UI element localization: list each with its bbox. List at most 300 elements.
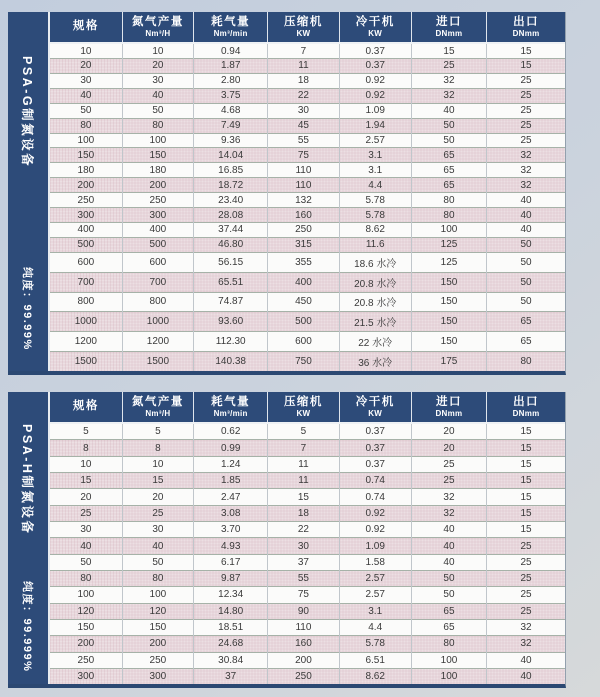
table-cell: 18: [268, 73, 339, 88]
table-cell: 55: [268, 133, 339, 148]
table-cell: 100: [50, 587, 122, 603]
col-header-air-consumption: [194, 12, 268, 43]
table-cell: 25: [487, 103, 565, 118]
table-cell: 65: [487, 332, 565, 352]
col-header-n2-output: [122, 392, 193, 423]
table-cell: 200: [122, 636, 193, 652]
table-cell: 15: [50, 473, 122, 489]
table-cell: 50: [487, 237, 565, 252]
table-cell: 32: [411, 489, 486, 505]
table-cell: 65: [411, 603, 486, 619]
table-cell: 450: [268, 292, 339, 312]
table-row: [50, 332, 565, 352]
table-cell: 0.37: [339, 43, 411, 59]
table-cell: 50: [50, 554, 122, 570]
table-cell: 7.49: [194, 118, 268, 133]
table-cell: 65: [487, 312, 565, 332]
table-cell: 55: [268, 570, 339, 586]
psa-h-spec-table: [8, 392, 566, 688]
table-cell: 160: [268, 208, 339, 223]
table-cell: 50: [411, 133, 486, 148]
table-cell: 1.85: [194, 473, 268, 489]
col-header-title: 冷干机: [355, 395, 395, 408]
table-cell: 45: [268, 118, 339, 133]
table-cell: 32: [487, 178, 565, 193]
table-cell: 40: [411, 538, 486, 554]
table-cell: 25: [487, 538, 565, 554]
table-cell: 40: [411, 103, 486, 118]
table-cell: 8: [122, 440, 193, 456]
table-cell: 250: [122, 193, 193, 208]
col-header-title: 耗气量: [211, 395, 251, 408]
table-cell: 80: [487, 352, 565, 371]
table-cell: 20: [411, 423, 486, 440]
table-cell: 14.04: [194, 148, 268, 163]
table-cell: 25: [487, 88, 565, 103]
table-cell: 150: [50, 148, 122, 163]
table-cell: 4.4: [339, 619, 411, 635]
table-cell: 600: [50, 252, 122, 272]
table-cell: 500: [122, 237, 193, 252]
table-cell: 180: [50, 163, 122, 178]
table-cell: 15: [487, 473, 565, 489]
table-cell: 250: [268, 222, 339, 237]
psa-g-sidebar: [8, 12, 50, 371]
table-cell: 15: [487, 59, 565, 74]
psa-g-spec-table: [8, 12, 566, 375]
table-cell: 100: [411, 668, 486, 684]
table-cell: 40: [487, 222, 565, 237]
table-row: [50, 103, 565, 118]
table-cell: 15: [487, 456, 565, 472]
table-cell: 37: [194, 668, 268, 684]
table-cell: 110: [268, 619, 339, 635]
table-cell: 40: [50, 88, 122, 103]
col-header-dryer: [339, 392, 411, 423]
table-cell: 125: [411, 237, 486, 252]
col-header-dryer: [339, 12, 411, 43]
psa-g-data-grid: [50, 12, 565, 371]
table-cell: 23.40: [194, 193, 268, 208]
table-cell: 30: [268, 538, 339, 554]
psa-g-table: [50, 12, 565, 371]
col-header-spec: [50, 12, 122, 43]
table-cell: 2.57: [339, 570, 411, 586]
table-row: [50, 456, 565, 472]
table-cell: 1000: [122, 312, 193, 332]
col-header-title: 出口: [513, 395, 540, 408]
table-cell: 40: [487, 208, 565, 223]
table-cell: 5.78: [339, 193, 411, 208]
table-cell: 50: [487, 292, 565, 312]
table-row: [50, 163, 565, 178]
col-header-inlet: [411, 392, 486, 423]
table-cell: 1200: [122, 332, 193, 352]
psa-g-header-row: [50, 12, 565, 43]
psa-h-data-grid: [50, 392, 565, 684]
table-cell: 20.8 水冷: [339, 272, 411, 292]
table-cell: 80: [411, 193, 486, 208]
table-cell: 800: [50, 292, 122, 312]
table-cell: 0.37: [339, 440, 411, 456]
col-header-unit: Nm³/min: [213, 408, 248, 418]
col-header-unit: DNmm: [435, 28, 463, 38]
table-row: [50, 312, 565, 332]
table-cell: 15: [487, 522, 565, 538]
table-cell: 8.62: [339, 222, 411, 237]
table-cell: 600: [122, 252, 193, 272]
table-cell: 50: [411, 118, 486, 133]
table-cell: 30.84: [194, 652, 268, 668]
table-cell: 7: [268, 43, 339, 59]
psa-h-table: [50, 392, 565, 684]
table-cell: 100: [411, 652, 486, 668]
table-cell: 0.74: [339, 489, 411, 505]
table-cell: 250: [50, 193, 122, 208]
table-cell: 400: [122, 222, 193, 237]
table-cell: 150: [411, 332, 486, 352]
table-cell: 10: [50, 43, 122, 59]
table-cell: 80: [411, 636, 486, 652]
col-header-unit: KW: [368, 28, 383, 38]
table-row: [50, 43, 565, 59]
table-cell: 0.92: [339, 73, 411, 88]
table-cell: 18.51: [194, 619, 268, 635]
table-cell: 14.80: [194, 603, 268, 619]
table-cell: 30: [268, 103, 339, 118]
col-header-spec: [50, 392, 122, 423]
table-cell: 20: [411, 440, 486, 456]
sidebar-purity-label: 纯度：99.99%: [21, 267, 33, 351]
table-cell: 40: [122, 538, 193, 554]
table-row: [50, 252, 565, 272]
table-row: [50, 522, 565, 538]
table-row: [50, 603, 565, 619]
table-cell: 1200: [50, 332, 122, 352]
table-cell: 4.4: [339, 178, 411, 193]
table-cell: 600: [268, 332, 339, 352]
table-cell: 40: [487, 668, 565, 684]
table-cell: 150: [122, 148, 193, 163]
table-cell: 30: [50, 73, 122, 88]
table-cell: 30: [122, 73, 193, 88]
table-row: [50, 133, 565, 148]
table-row: [50, 473, 565, 489]
table-cell: 50: [487, 272, 565, 292]
table-cell: 500: [50, 237, 122, 252]
table-cell: 0.74: [339, 473, 411, 489]
table-row: [50, 587, 565, 603]
table-cell: 10: [122, 43, 193, 59]
table-cell: 150: [411, 292, 486, 312]
table-cell: 4.93: [194, 538, 268, 554]
table-cell: 150: [411, 312, 486, 332]
table-cell: 25: [411, 59, 486, 74]
table-cell: 160: [268, 636, 339, 652]
table-cell: 90: [268, 603, 339, 619]
table-cell: 300: [122, 208, 193, 223]
table-cell: 7: [268, 440, 339, 456]
table-cell: 25: [487, 587, 565, 603]
table-cell: 25: [122, 505, 193, 521]
table-row: [50, 222, 565, 237]
table-cell: 32: [411, 88, 486, 103]
col-header-title: 冷干机: [355, 15, 395, 28]
table-cell: 1.87: [194, 59, 268, 74]
table-row: [50, 352, 565, 371]
table-cell: 18: [268, 505, 339, 521]
table-cell: 28.08: [194, 208, 268, 223]
table-cell: 200: [50, 178, 122, 193]
table-cell: 1.58: [339, 554, 411, 570]
table-cell: 400: [50, 222, 122, 237]
table-cell: 10: [50, 456, 122, 472]
table-cell: 15: [487, 440, 565, 456]
table-cell: 3.70: [194, 522, 268, 538]
table-cell: 100: [122, 587, 193, 603]
table-cell: 200: [268, 652, 339, 668]
col-header-unit: KW: [296, 408, 311, 418]
table-cell: 5: [50, 423, 122, 440]
col-header-air-consumption: [194, 392, 268, 423]
table-row: [50, 118, 565, 133]
col-header-unit: DNmm: [512, 28, 540, 38]
table-cell: 0.94: [194, 43, 268, 59]
table-cell: 1.94: [339, 118, 411, 133]
col-header-inlet: [411, 12, 486, 43]
table-cell: 6.51: [339, 652, 411, 668]
psa-h-table-body: [50, 423, 565, 684]
table-cell: 25: [487, 554, 565, 570]
table-row: [50, 423, 565, 440]
col-header-unit: DNmm: [512, 408, 540, 418]
table-cell: 3.75: [194, 88, 268, 103]
table-row: [50, 208, 565, 223]
table-row: [50, 178, 565, 193]
table-cell: 36 水冷: [339, 352, 411, 371]
table-cell: 1000: [50, 312, 122, 332]
table-cell: 11.6: [339, 237, 411, 252]
table-row: [50, 440, 565, 456]
table-cell: 2.47: [194, 489, 268, 505]
table-cell: 2.57: [339, 587, 411, 603]
table-cell: 120: [50, 603, 122, 619]
table-cell: 25: [487, 570, 565, 586]
table-cell: 15: [122, 473, 193, 489]
table-cell: 12.34: [194, 587, 268, 603]
col-header-title: 压缩机: [283, 15, 323, 28]
table-cell: 15: [411, 43, 486, 59]
table-row: [50, 59, 565, 74]
table-cell: 750: [268, 352, 339, 371]
table-cell: 32: [411, 505, 486, 521]
table-cell: 25: [487, 603, 565, 619]
table-cell: 250: [50, 652, 122, 668]
table-cell: 32: [487, 619, 565, 635]
table-cell: 25: [487, 73, 565, 88]
table-cell: 40: [122, 88, 193, 103]
table-cell: 25: [411, 473, 486, 489]
table-cell: 300: [50, 668, 122, 684]
table-cell: 0.92: [339, 522, 411, 538]
col-header-title: 压缩机: [283, 395, 323, 408]
table-cell: 140.38: [194, 352, 268, 371]
table-cell: 125: [411, 252, 486, 272]
table-cell: 21.5 水冷: [339, 312, 411, 332]
table-cell: 11: [268, 473, 339, 489]
table-cell: 75: [268, 587, 339, 603]
table-cell: 700: [122, 272, 193, 292]
table-cell: 150: [50, 619, 122, 635]
table-cell: 0.62: [194, 423, 268, 440]
col-header-title: 耗气量: [211, 15, 251, 28]
col-header-unit: KW: [296, 28, 311, 38]
table-cell: 8.62: [339, 668, 411, 684]
table-cell: 22: [268, 88, 339, 103]
table-cell: 50: [487, 252, 565, 272]
table-cell: 75: [268, 148, 339, 163]
table-cell: 0.92: [339, 88, 411, 103]
table-cell: 15: [487, 423, 565, 440]
table-row: [50, 652, 565, 668]
psa-h-sidebar: [8, 392, 50, 684]
table-cell: 11: [268, 59, 339, 74]
table-row: [50, 554, 565, 570]
table-cell: 74.87: [194, 292, 268, 312]
table-cell: 80: [50, 118, 122, 133]
col-header-n2-output: [122, 12, 193, 43]
table-cell: 110: [268, 178, 339, 193]
table-cell: 250: [268, 668, 339, 684]
table-cell: 37.44: [194, 222, 268, 237]
table-row: [50, 73, 565, 88]
table-cell: 18.72: [194, 178, 268, 193]
table-cell: 250: [122, 652, 193, 668]
table-cell: 800: [122, 292, 193, 312]
table-cell: 400: [268, 272, 339, 292]
table-cell: 50: [122, 554, 193, 570]
table-cell: 200: [122, 178, 193, 193]
table-cell: 32: [487, 636, 565, 652]
table-cell: 100: [122, 133, 193, 148]
col-header-unit: Nm³/H: [145, 408, 171, 418]
table-cell: 20: [122, 489, 193, 505]
table-cell: 1.09: [339, 538, 411, 554]
table-cell: 80: [122, 118, 193, 133]
table-cell: 25: [487, 118, 565, 133]
table-cell: 40: [487, 652, 565, 668]
table-cell: 300: [122, 668, 193, 684]
table-cell: 4.68: [194, 103, 268, 118]
table-cell: 15: [487, 505, 565, 521]
table-row: [50, 619, 565, 635]
table-cell: 3.1: [339, 148, 411, 163]
table-cell: 180: [122, 163, 193, 178]
table-cell: 32: [487, 148, 565, 163]
col-header-title: 规格: [72, 400, 99, 413]
table-cell: 20.8 水冷: [339, 292, 411, 312]
col-header-compressor: [268, 12, 339, 43]
table-row: [50, 538, 565, 554]
table-cell: 25: [50, 505, 122, 521]
table-row: [50, 292, 565, 312]
col-header-title: 进口: [435, 395, 462, 408]
table-cell: 5.78: [339, 208, 411, 223]
table-cell: 40: [50, 538, 122, 554]
table-cell: 20: [122, 59, 193, 74]
table-cell: 10: [122, 456, 193, 472]
psa-h-header-row: [50, 392, 565, 423]
col-header-outlet: [487, 392, 565, 423]
table-cell: 25: [487, 133, 565, 148]
table-cell: 3.1: [339, 163, 411, 178]
table-cell: 500: [268, 312, 339, 332]
table-row: [50, 272, 565, 292]
table-cell: 6.17: [194, 554, 268, 570]
table-cell: 20: [50, 489, 122, 505]
table-cell: 3.08: [194, 505, 268, 521]
table-cell: 50: [411, 570, 486, 586]
table-cell: 100: [50, 133, 122, 148]
table-cell: 40: [487, 193, 565, 208]
table-cell: 40: [411, 554, 486, 570]
table-cell: 112.30: [194, 332, 268, 352]
table-cell: 150: [411, 272, 486, 292]
table-cell: 32: [487, 163, 565, 178]
col-header-title: 规格: [72, 20, 99, 33]
table-cell: 18.6 水冷: [339, 252, 411, 272]
table-cell: 110: [268, 163, 339, 178]
table-cell: 1.24: [194, 456, 268, 472]
col-header-title: 氮气产量: [131, 395, 184, 408]
table-cell: 30: [50, 522, 122, 538]
table-row: [50, 148, 565, 163]
table-cell: 355: [268, 252, 339, 272]
table-cell: 3.1: [339, 603, 411, 619]
col-header-outlet: [487, 12, 565, 43]
table-cell: 100: [411, 222, 486, 237]
table-cell: 37: [268, 554, 339, 570]
table-cell: 0.92: [339, 505, 411, 521]
col-header-title: 氮气产量: [131, 15, 184, 28]
table-row: [50, 505, 565, 521]
table-row: [50, 489, 565, 505]
table-row: [50, 88, 565, 103]
table-cell: 50: [122, 103, 193, 118]
table-cell: 5.78: [339, 636, 411, 652]
table-cell: 65: [411, 163, 486, 178]
table-cell: 150: [122, 619, 193, 635]
table-row: [50, 237, 565, 252]
table-cell: 40: [411, 522, 486, 538]
table-cell: 65: [411, 178, 486, 193]
table-cell: 0.37: [339, 423, 411, 440]
table-cell: 0.37: [339, 59, 411, 74]
table-cell: 0.99: [194, 440, 268, 456]
table-cell: 0.37: [339, 456, 411, 472]
col-header-unit: Nm³/min: [213, 28, 248, 38]
table-row: [50, 193, 565, 208]
table-cell: 80: [122, 570, 193, 586]
table-cell: 65: [411, 619, 486, 635]
table-row: [50, 668, 565, 684]
table-cell: 22 水冷: [339, 332, 411, 352]
table-cell: 25: [411, 456, 486, 472]
table-cell: 2.80: [194, 73, 268, 88]
table-cell: 93.60: [194, 312, 268, 332]
table-cell: 20: [50, 59, 122, 74]
table-cell: 80: [50, 570, 122, 586]
